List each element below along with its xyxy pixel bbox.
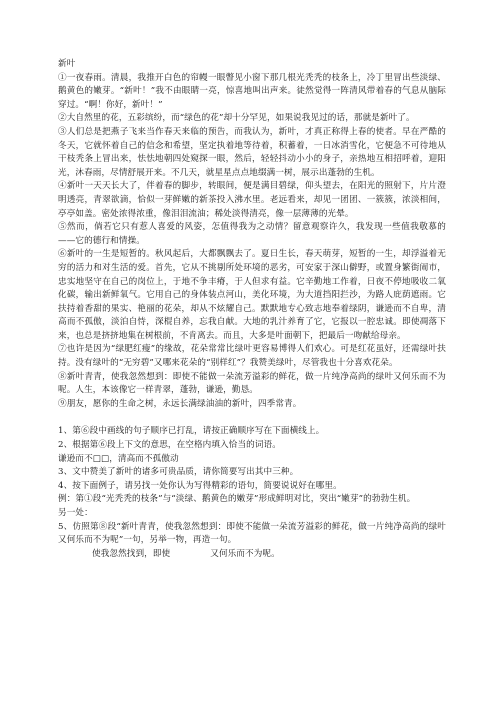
section-gap: [58, 411, 446, 425]
paragraph-3: ③人们总是把燕子飞来当作春天来临的预告，而我认为，新叶，才真正称得上春的使者。早在严酷的冬天，它就怀着自己的信念和希望，坚定执着地等待着，积蓄着，一日冰消雪化，它便急不可待地从干枝秃条上冒出来，怯怯地朝四处窥探一眼，然后，轻轻抖动小小的身子，亲热地互相招呼着，迎阳光，沐春雨，尽情舒展开来。不几天，就星星点点地缀满一树，展示出蓬勃的生机。: [58, 126, 446, 178]
question-5: 5、仿照第⑧段“新叶青青，使我忽然想到：即使不能做一朵流芳溢彩的鲜花，做一片纯净高尚的绿叶又何乐而不为呢”一句，另举一物，再造一句。: [58, 521, 446, 546]
paragraph-7: ⑦也许是因为“绿肥红瘦”的缘故，花朵常常比绿叶更容易博得人们欢心。可是红花虽好，还需绿叶扶持。没有绿叶的“无穷碧”又哪来花朵的“别样红”？我赞美绿叶，尽管我也十分喜欢花朵。: [58, 344, 446, 369]
question-2: 2、根据第⑥段上下文的意思，在空格内填入恰当的词语。: [58, 440, 281, 451]
paragraph-8: ⑧新叶青青，使我忽然想到：即使不能做一朵流芳溢彩的鲜花，做一片纯净高尚的绿叶又何乐而不为呢。人生，本该像它一样青翠，蓬勃，谦逊，勤恳。: [58, 371, 446, 396]
document-body: [58, 58, 446, 561]
question-5-template-start: 使我忽然找到，即使: [92, 548, 171, 559]
question-4-another: 另一处：: [58, 508, 93, 518]
question-1: 1、第⑥段中画线的句子顺序已打乱，请按正确顺序写在下面横线上。: [58, 426, 325, 437]
paragraph-5: ⑤然而，倘若它只有惹人喜爱的风姿，怎值得我为之动情？留意观察许久，我发现一些值我敬慕的——它的德行和情操。: [58, 222, 446, 246]
paragraph-6: ⑥新叶的一生是短暂的。秋风起后，大都飘飘去了。夏日生长，春天萌芽，短暂的一生，却浮溢着无穷的活力和对生活的爱。首先，它从不挑剔所处环境的恶劣，可安家于深山僻野，或置身繁街闹市，忠实地坚守在自己的岗位上，于地不争丰瘠，于人但求有益。它辛勤地工作着，日夜不停地吸收二氧化碳，输出新鲜氧气。它用自己的身体装点河山，美化环境，为大道挡阳拦沙，为路人庇荫遮雨。它扶持着香甜的果实、艳丽的花朵，却从不炫耀自己。默默地专心致志地奉着绿阴，谦逊而不自卑，清高而不孤傲，淡泊自恃，深棍自养，忘我自献。大地的乳汁养育了它，它报以一腔忠诚。即使凋落下来，也总是挤挤地集在树根前，不肯离去。而且，大多是叶面朝下，把最后一吻献给母亲。: [58, 249, 446, 341]
paragraph-9: ⑨朋友，愿你的生命之树，永远长满绿油油的新叶，四季常青。: [58, 398, 302, 409]
question-2-fill-line: 谦逊而不□□，清高而不孤傲动: [58, 453, 179, 464]
question-4: 4、按下面例子，请另找一处你认为写得精彩的语句，简要说说好在哪里。: [58, 480, 342, 491]
paragraph-1: ①一夜春雨。清晨，我推开白色的帘幔一眼瞥见小窗下那几根光秃秃的枝条上，冷丁里冒出些淡绿、鹅黄色的嫩芽。“新叶！”我不由眼睛一亮，惊喜地叫出声来。徒然觉得一阵清风带着春的气息从脑际穿过。“啊！你好，新叶！”: [58, 72, 446, 110]
question-4-example: 例：第①段“光秃秃的枝条”与“淡绿、鹅黄色的嫩芽”形成鲜明对比，突出“嫩芽”的勃勃生机。: [58, 494, 416, 505]
document-title: 新叶: [58, 59, 76, 69]
question-5-template-end: 又何乐而不为呢。: [210, 548, 280, 559]
question-5-template: [58, 548, 446, 562]
question-3: 3、文中赞美了新叶的诸多可贵品质，请你简要写出其中三种。: [58, 467, 299, 478]
paragraph-2: ②大自然里的花，五彩缤纷，而“绿色的花”却十分罕见，如果说我见过的话，那就是新叶了。: [58, 113, 415, 124]
paragraph-4: ④新叶一天天长大了，伴着春的脚步，转眼间，便是满目碧绿，仰头望去，在阳光的照射下，片片澄明透亮，青翠欲滴，恰似一芽鲜嫩的新茶投入沸水里。老远看来，却见一团团、一簇簇，浓淡相间，亭亭如盖。密处浓得浓重，像泪泪流油；稀处淡得清亮，像一层薄薄的光晕。: [58, 181, 446, 219]
